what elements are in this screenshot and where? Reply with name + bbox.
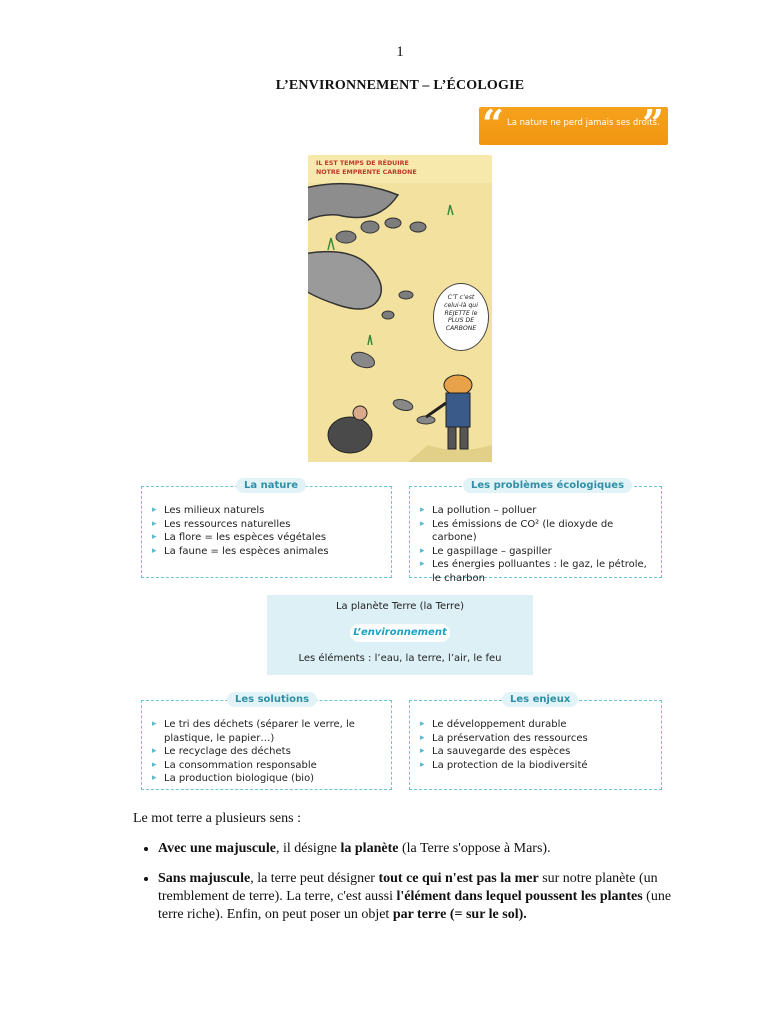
speech-line: celui-là qui — [444, 301, 478, 309]
stakes-heading: Les enjeux — [502, 692, 578, 707]
list-item: ▸ Le tri des déchets (séparer le verre, le plastique, le papier…) — [152, 718, 387, 745]
bold-phrase: l'élément dans lequel poussent les plantes — [396, 889, 643, 904]
speech-line: CARBONE — [445, 325, 477, 332]
list-item: ▸ Le gaspillage – gaspiller — [420, 545, 656, 559]
list-item: ▸ La préservation des ressources — [420, 732, 656, 746]
list-item: ▸ La consommation responsable — [152, 759, 387, 773]
bold-phrase: par terre (= sur le sol). — [392, 907, 527, 922]
text-span: , la terre peut désigner — [250, 871, 379, 886]
problems-heading: Les problèmes écologiques — [463, 478, 632, 493]
solutions-box — [141, 700, 392, 790]
list-item: ▸ La pollution – polluer — [420, 504, 656, 518]
text-span: , il désigne — [275, 841, 341, 856]
list-item: ▸ Les énergies polluantes : le gaz, le pétrole, le charbon — [420, 558, 656, 585]
list-item: ▸ Le recyclage des déchets — [152, 745, 387, 759]
cartoon-caption-line: NOTRE EMPRENTE CARBONE — [316, 168, 417, 176]
cartoon-caption-line: IL EST TEMPS DE RÉDUIRE — [316, 160, 409, 167]
list-item: ▸ La sauvegarde des espèces — [420, 745, 656, 759]
text-span: sur notre planète (un tremblement de terre). La terre, c'est aussi — [158, 871, 658, 904]
list-item: ▸ La faune = les espèces animales — [152, 545, 387, 559]
open-quote-icon: “ — [482, 101, 504, 146]
intro-paragraph: Le mot terre a plusieurs sens : — [133, 811, 301, 826]
list-item: ▸ Les émissions de CO² (le dioxyde de carbone) — [420, 518, 656, 545]
bold-phrase: Avec une majuscule — [158, 841, 276, 856]
list-item: ▸ La production biologique (bio) — [152, 772, 387, 786]
planet-label: La planète Terre (la Terre) — [335, 601, 465, 612]
speech-line: REJETTE le — [444, 309, 478, 317]
page-number: 1 — [396, 44, 404, 60]
bold-phrase: la planète — [340, 841, 399, 856]
nature-heading: La nature — [236, 478, 306, 493]
text-span: (une terre riche). Enfin, on peut poser un objet — [158, 889, 672, 922]
list-item: ▸ La flore = les espèces végétales — [152, 531, 387, 545]
speech-bubble-text — [434, 294, 488, 333]
bold-phrase: Sans majuscule — [158, 871, 251, 886]
list-item — [158, 840, 673, 858]
list-item: ▸ Les milieux naturels — [152, 504, 387, 518]
page-title: L’ENVIRONNEMENT – L’ÉCOLOGIE — [275, 78, 525, 93]
meanings-list — [133, 840, 673, 924]
list-item: ▸ La protection de la biodiversité — [420, 759, 656, 773]
environment-center-box — [267, 595, 533, 675]
list-item: ▸ Les ressources naturelles — [152, 518, 387, 532]
close-quote-icon: ” — [642, 101, 664, 146]
quote-text: La nature ne perd jamais ses droits. — [507, 118, 660, 128]
speech-bubble — [433, 283, 489, 351]
environment-mindmap — [133, 472, 668, 794]
carbon-footprint-cartoon — [308, 155, 492, 462]
list-item — [158, 870, 673, 924]
nature-box — [141, 486, 392, 578]
speech-line: C’T c’est — [447, 294, 475, 301]
environment-label: L’environnement — [350, 624, 450, 642]
bold-phrase: tout ce qui n'est pas la mer — [378, 871, 539, 886]
stakes-box — [409, 700, 662, 790]
cartoon-caption — [316, 160, 417, 177]
solutions-heading: Les solutions — [227, 692, 317, 707]
quote-banner — [479, 101, 668, 146]
elements-label: Les éléments : l’eau, la terre, l’air, le feu — [298, 653, 502, 664]
list-item: ▸ Le développement durable — [420, 718, 656, 732]
body-text — [133, 810, 673, 936]
speech-line: PLUS DE — [447, 317, 475, 325]
text-span: (la Terre s'oppose à Mars). — [398, 841, 551, 856]
problems-box — [409, 486, 662, 584]
